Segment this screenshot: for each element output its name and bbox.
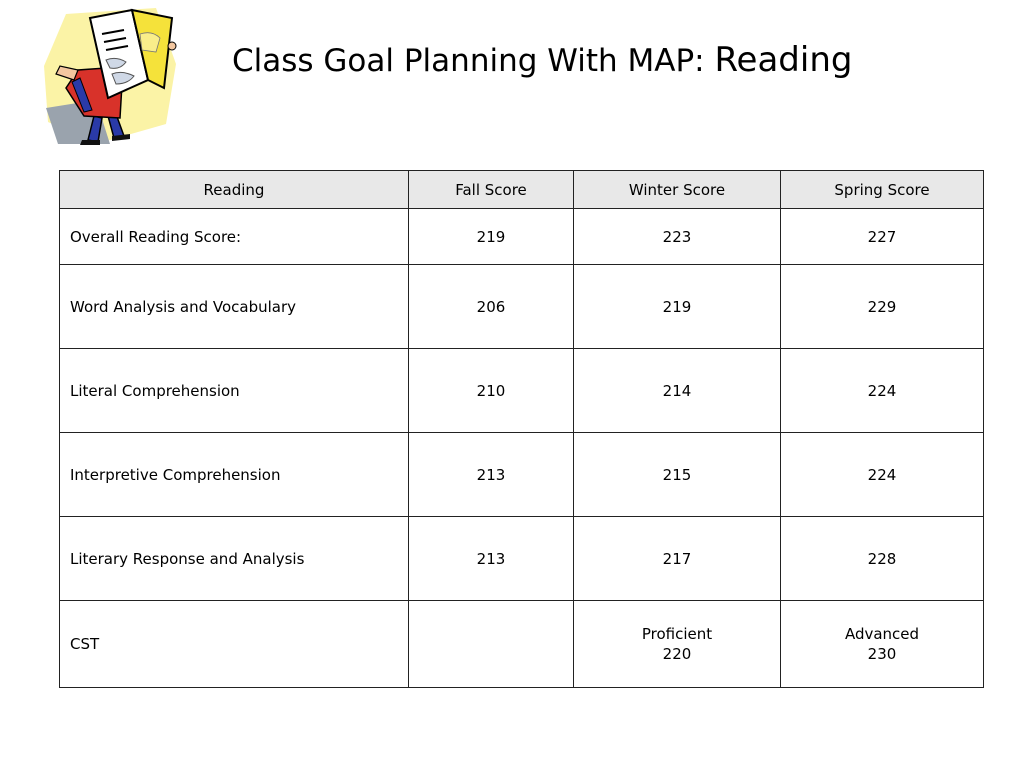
title-subject: Reading	[714, 40, 853, 80]
table-row	[60, 209, 984, 265]
column-header-reading: Reading	[60, 171, 409, 209]
row-label: Literal Comprehension	[60, 349, 409, 433]
table-row	[60, 265, 984, 349]
spring-score-cell: 224	[781, 349, 984, 433]
winter-score-cell: 223	[574, 209, 781, 265]
person-reading-newspaper-clipart	[36, 4, 186, 148]
winter-score-cell: 217	[574, 517, 781, 601]
map-scores-table	[59, 170, 984, 688]
column-header-fall-score: Fall Score	[409, 171, 574, 209]
table-row	[60, 349, 984, 433]
row-label: Overall Reading Score:	[60, 209, 409, 265]
spring-score-cell: 229	[781, 265, 984, 349]
fall-score-cell: 213	[409, 433, 574, 517]
table-row	[60, 601, 984, 688]
page-title	[232, 40, 852, 80]
spring-score-cell: 227	[781, 209, 984, 265]
fall-score-cell: 213	[409, 517, 574, 601]
fall-score-cell	[409, 601, 574, 688]
spring-score-cell	[781, 601, 984, 688]
spring-level-text: Advanced	[844, 625, 920, 643]
title-prefix: Class Goal Planning With MAP:	[232, 43, 715, 79]
row-label: CST	[60, 601, 409, 688]
table-header-row	[60, 171, 984, 209]
winter-level-text: Proficient	[641, 625, 713, 643]
winter-score-cell	[574, 601, 781, 688]
spring-score-text: 230	[867, 645, 897, 663]
winter-score-text: 220	[662, 645, 692, 663]
row-label: Literary Response and Analysis	[60, 517, 409, 601]
fall-score-cell: 206	[409, 265, 574, 349]
winter-score-cell: 215	[574, 433, 781, 517]
row-label: Interpretive Comprehension	[60, 433, 409, 517]
fall-score-cell: 219	[409, 209, 574, 265]
table-row	[60, 433, 984, 517]
column-header-spring-score: Spring Score	[781, 171, 984, 209]
spring-score-cell: 228	[781, 517, 984, 601]
winter-score-cell: 214	[574, 349, 781, 433]
table-row	[60, 517, 984, 601]
row-label: Word Analysis and Vocabulary	[60, 265, 409, 349]
fall-score-cell: 210	[409, 349, 574, 433]
winter-score-cell: 219	[574, 265, 781, 349]
column-header-winter-score: Winter Score	[574, 171, 781, 209]
spring-score-cell: 224	[781, 433, 984, 517]
